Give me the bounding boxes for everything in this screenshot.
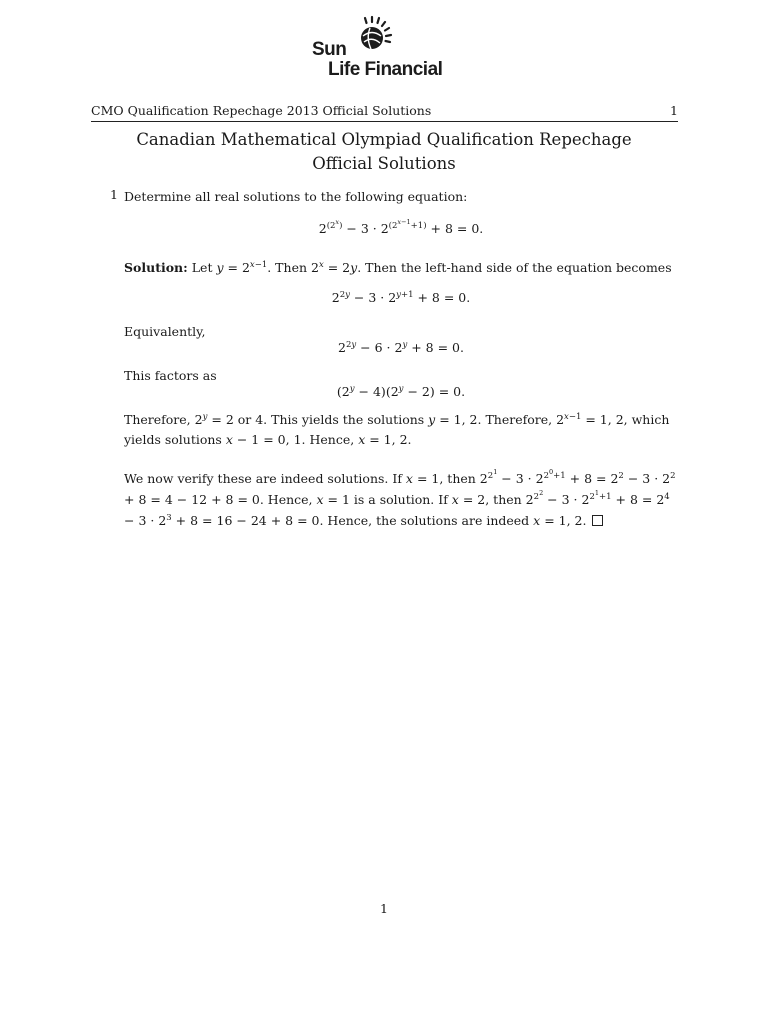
running-header — [91, 103, 678, 118]
equation-substituted: $2^{2y} - 3 \cdot 2^{y+1} + 8 = 0$. — [331, 289, 471, 305]
qed-square-icon — [592, 515, 603, 526]
header-page-number: 1 — [670, 103, 678, 118]
logo-text-life-financial: Life Financial — [328, 59, 443, 80]
problem-statement: Determine all real solutions to the following equation: — [124, 189, 468, 204]
equation-original: $2^{(2^x)} - 3 \cdot 2^{(2^{x-1}+1)} + 8 = 0$. — [318, 218, 484, 236]
logo-text-sun: Sun — [312, 39, 347, 60]
text-factors-as: This factors as — [124, 368, 217, 383]
text-verify-intro: We now verify these are indeed solutions. — [124, 471, 389, 486]
text-equivalently: Equivalently, — [124, 324, 206, 339]
running-title: CMO Qualification Repechage 2013 Official Solutions — [91, 103, 432, 118]
solution-text-then-2: . Then the left-hand side of the equation becomes — [357, 260, 672, 275]
solution-text-let: Let — [191, 260, 213, 275]
equation-factored: $(2^y - 4)(2^y - 2) = 0$. — [336, 383, 466, 399]
header-rule — [91, 121, 678, 122]
solution-label: Solution: — [124, 260, 188, 275]
solution-text-then-1: . Then — [267, 260, 308, 275]
sun-life-logo — [310, 14, 470, 84]
document-title: Canadian Mathematical Olympiad Qualification Repechage Official Solutions — [136, 130, 632, 173]
equation-equivalent: $2^{2y} - 6 \cdot 2^y + 8 = 0$. — [338, 339, 464, 355]
problem-number: 1 — [110, 187, 118, 202]
text-therefore: Therefore, 2 — [124, 412, 203, 427]
solution-paragraph-2: Therefore, $2^y = 2$ or 4. This yields the solutions y = 1, 2. Therefore, $2^{x-1} = 1$, 2, which yields solutions x − 1 = 0, 1. Hence, x = 1, 2. — [124, 411, 670, 447]
verification-paragraph: We now verify these are indeed solutions. If x = 1, then $2^{2^1} - 3 \cdot 2^{2^0+1} + 8 = 2^2 - 3 \cdot 2^2 + 8 = 4 - 12 + 8 = 0$. Hence, x = 1 is a solution. If x = 2, then $2^{2^2} - 3 \cdot 2^{2^1+1} + 8 = 2^4 - 3 \cdot 2^3 + 8 = 16 - 24 + 8 = 0$. Hence, the solutions are indeed x = 1, 2. — [124, 468, 676, 528]
solution-paragraph-1: Solution: Let $y = 2^{x-1}$. Then $2^x = 2y$. Then the left-hand side of the equation becomes — [124, 259, 672, 275]
sun-globe-icon — [350, 14, 394, 58]
footer-page-number: 1 — [380, 901, 388, 916]
